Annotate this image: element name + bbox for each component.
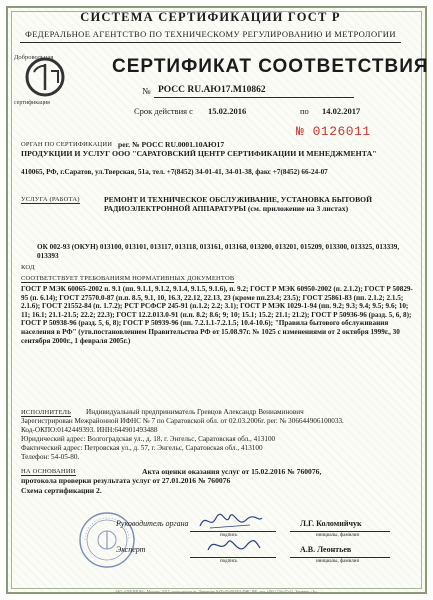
issued-to-phone: Телефон: 54-05-80. — [21, 453, 80, 461]
system-title: СИСТЕМА СЕРТИФИКАЦИИ ГОСТ Р — [80, 10, 341, 24]
certification-scheme: Схема сертификации 2. — [21, 486, 102, 495]
issued-to-address-legal: Юридический адрес: Волгоградская ул., д. 18, г. Энгельс, Саратовская обл., 413100 — [21, 435, 276, 443]
expert-name-line — [290, 557, 390, 558]
expert-name-caption: инициалы, фамилия — [316, 559, 359, 564]
expert-signature-label: Эксперт — [116, 545, 146, 554]
organ-text: ПРОДУКЦИИ И УСЛУГ ООО "САРАТОВСКИЙ ЦЕНТР СЕРТИФИКАЦИИ И МЕНЕДЖМЕНТА" — [21, 149, 377, 158]
date-to: 14.02.2017 — [322, 106, 361, 116]
issued-to-reg: Зарегистрирован Межрайонной ИФНС № 7 по Саратовской обл. от 02.03.2006г. рег. № 306644906100033. — [21, 417, 344, 425]
certificate-title: СЕРТИФИКАТ СООТВЕТСТВИЯ — [112, 56, 429, 77]
head-name-line — [290, 531, 390, 532]
footer-imprint: ЗАО «ОПЦИОН», Москва, 2015, www.opcion.ru. Лицензия №05-05-09/003 ФНС РФ, тел. (495) 726-47-42. Уровень «А». — [114, 589, 319, 594]
organ-address: 410065, РФ, г.Саратов, ул.Тверская, 51а, тел. +7(8452) 34-01-41, 34-01-38, факс +7(8452) 66-24-07 — [21, 168, 328, 176]
expert-signature-icon — [204, 534, 264, 558]
basis-label: НА ОСНОВАНИИ — [21, 468, 76, 475]
head-name-caption: инициалы, фамилия — [316, 533, 359, 538]
svg-text:Добровольная: Добровольная — [14, 54, 54, 61]
head-signature-label: Руководитель органа — [116, 519, 189, 528]
gost-logo-icon — [24, 56, 66, 98]
service-text: РЕМОНТ И ТЕХНИЧЕСКОЕ ОБСЛУЖИВАНИЕ, УСТАНОВКА БЫТОВОЙ РАДИОЭЛЕКТРОННОЙ АППАРАТУРЫ (см. приложение на 3 листах) — [104, 195, 372, 213]
requirements-label: СООТВЕТСТВУЕТ ТРЕБОВАНИЯМ НОРМАТИВНЫХ ДОКУМЕНТОВ — [21, 275, 235, 282]
issued-to-address-actual: Фактический адрес: Петровская ул., д. 57, г. Энгельс, Саратовская обл., 413100 — [21, 444, 263, 452]
validity-label: Срок действия с — [134, 106, 193, 116]
divider — [20, 42, 401, 43]
expert-signature-caption: подпись — [220, 559, 238, 564]
basis-line2: протокола проверки результата услуг от 27.01.2016 № 760076 — [21, 476, 231, 485]
requirements-text: ГОСТ Р МЭК 60065-2002 п. 9.1 (пп. 9.1.1, 9.1.2, 9.1.4, 9.1.5, 9.1.6), п. 9.2; ГОСТ Р МЭК 60950-2002 (п. 2.1.2); ГОСТ Р 50829-95 (п. 6.14); ГОСТ 27570.0-87 (п.п. 8.5, 9.1, 10, 16.3, 22.12, 22.13, 23 (кроме пп.23.4; 23.5); ГОСТ 25861-83 (пп. 2.1.2; 2.1.5; 2.1.6); ГОСТ 21552-84 (п. 1.7.2); РСТ РСФСР 245-91 (п.1.2; 2.2; 3.1); ГОСТ Р МЭК 1029-1-94 (пп. 9.2; 9.3; 9.4; 9.5; 9.6; 10; 11; 16.1; 21.1-21.5; 22.2; 22.3); ГОСТ 12.2.013.0-91 (п.п. 8.2; 8.6; 9; 10; 15.1; 15.2; 21.1; 21.2); ГОСТ Р 50936-96 (разд. 5, 6, 8); ГОСТ Р 50938-96 (разд. 5, 6, 8); ГОСТ Р 50939-96 (пп. 7.2.1.1-7.2.1.5; 10.4-10.6); "Правила бытового обслуживания населения в РФ" (утв.постановлением Правительства РФ от 15.08.97г. № 1025 с изменениями от 2 октября 1999г., 30 сентября 2000г., 1 февраля 2005г.) — [21, 285, 413, 345]
issued-to-codes: Код-ОКПО:0142449393. ИНН:644901493488 — [21, 426, 158, 434]
head-signature-line — [190, 531, 276, 532]
certificate-number: РОСС RU.АЮ17.М10862 — [158, 85, 266, 95]
basis-line1: Акта оценки оказания услуг от 15.02.2016 № 760076, — [142, 467, 322, 476]
expert-signature-line — [190, 557, 276, 558]
code-text: ОК 002-93 (ОКУН) 013100, 013101, 013117, 013118, 013161, 013168, 013200, 013201, 015209, 013300, 013325, 013339, 013393 — [37, 243, 400, 260]
organ-reg: рег. № РОСС RU.0001.10АЮ17 — [118, 140, 225, 149]
date-to-label: по — [300, 106, 309, 116]
code-label: КОД — [21, 264, 35, 271]
logo-subcaption — [14, 98, 74, 108]
head-name: Л.Г. Коломийчук — [300, 519, 362, 528]
agency-name: ФЕДЕРАЛЬНОЕ АГЕНТСТВО ПО ТЕХНИЧЕСКОМУ РЕГУЛИРОВАНИЮ И МЕТРОЛОГИИ — [25, 29, 396, 39]
head-signature-caption: подпись — [220, 533, 238, 538]
expert-name: А.В. Леонтьев — [300, 545, 352, 554]
issued-to-name: Индивидуальный предприниматель Гревцов Александр Вениаминович — [86, 408, 304, 416]
number-underline — [154, 97, 354, 98]
certificate-number-prefix: № — [142, 86, 151, 96]
form-number: № 0126011 — [296, 124, 371, 139]
issued-to-label: ИСПОЛНИТЕЛЬ — [21, 409, 72, 416]
organ-label: ОРГАН ПО СЕРТИФИКАЦИИ — [21, 141, 113, 148]
service-label: УСЛУГА (РАБОТА) — [21, 196, 80, 203]
svg-text:сертификация: сертификация — [14, 100, 50, 106]
date-from: 15.02.2016 — [208, 106, 247, 116]
